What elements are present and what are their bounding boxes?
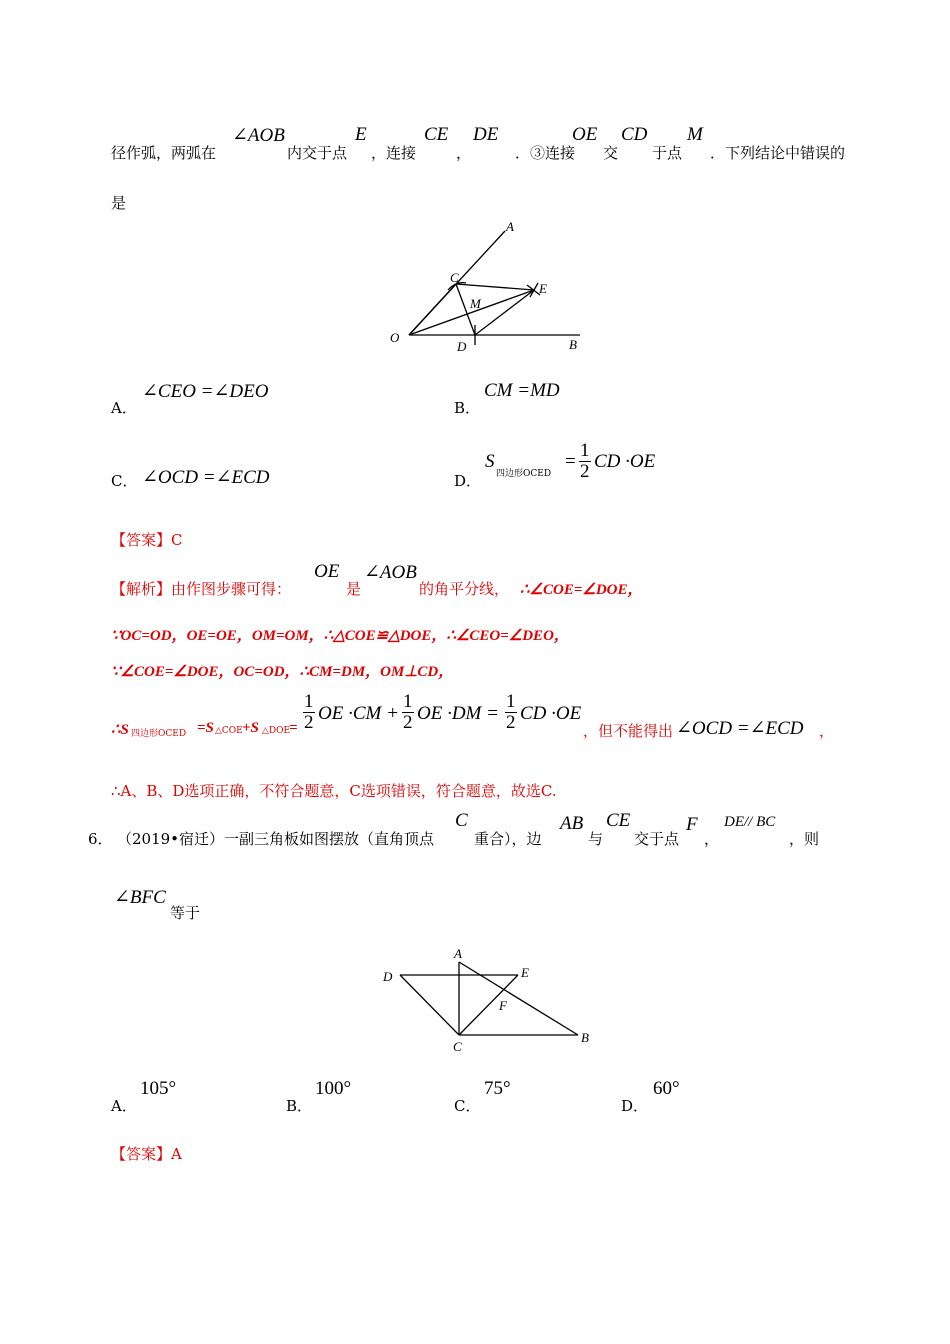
stem-text: 径作弧，两弧在: [111, 144, 217, 162]
question-number: 6．: [88, 830, 113, 848]
math-var: OE: [572, 124, 598, 145]
label-B: B: [581, 1030, 589, 1045]
label-E: E: [521, 965, 529, 980]
option-c-label: C．: [111, 472, 138, 490]
angle-bisector-figure: [380, 215, 600, 360]
triangle-boards-figure: [375, 940, 600, 1060]
label-C: C: [453, 1039, 462, 1054]
analysis-text: ∴∠COE=∠DOE，: [520, 582, 643, 598]
option-b-value: 100°: [315, 1078, 352, 1099]
area-symbol: S: [485, 451, 495, 472]
math-var: DE: [473, 124, 499, 145]
fraction-half: [402, 692, 414, 733]
label-C: C: [450, 270, 459, 285]
option-c-label: C．: [454, 1097, 481, 1115]
stem-text: ，: [456, 144, 472, 162]
equals-sign: =: [565, 451, 576, 472]
denominator: 2: [304, 712, 314, 733]
math-var: CE: [606, 810, 631, 831]
option-d-rest: CD ·OE: [594, 451, 656, 472]
label-E: E: [539, 281, 547, 296]
stem-text: ．下列结论中错误的: [710, 144, 846, 162]
fraction-half: [579, 441, 591, 482]
label-A: A: [454, 946, 462, 961]
option-c-value: 75°: [484, 1078, 511, 1099]
label-D: D: [457, 339, 467, 354]
math-expr: CD ·OE: [520, 703, 582, 724]
stem-text: 与: [588, 830, 604, 848]
stem-text: ，则: [789, 830, 820, 848]
analysis-text: 【解析】由作图步骤可得：: [111, 580, 292, 598]
math-var: OE: [314, 561, 340, 582]
option-c-expr: ∠OCD =∠ECD: [142, 467, 270, 488]
stem-text: 交: [603, 144, 619, 162]
analysis-line3: ∵∠COE=∠DOE，OC=OD，∴CM=DM，OM⊥CD，: [111, 664, 454, 680]
math-angle: ∠BFC: [114, 887, 166, 908]
option-d-label: D．: [621, 1097, 649, 1115]
denominator: 2: [506, 712, 516, 733]
analysis-text: ，但不能得出: [583, 722, 674, 740]
analysis-line2: ∵OC=OD，OE=OE，OM=OM，∴△COE≌△DOE，∴∠CEO=∠DEO，: [111, 628, 569, 644]
stem-text: 重合），边: [474, 830, 542, 848]
label-F: F: [499, 998, 507, 1013]
option-d-label: D．: [454, 472, 482, 490]
analysis-subscript: 四边形OCED: [131, 729, 187, 739]
option-b-label: B．: [286, 1097, 313, 1115]
analysis-text: ，: [819, 722, 835, 740]
math-expr: OE ·CM +: [318, 703, 399, 724]
area-subscript: 四边形OCED: [496, 469, 552, 479]
denominator: 2: [403, 712, 413, 733]
fraction-half: [303, 692, 315, 733]
denominator: 2: [580, 461, 590, 482]
analysis-subscript: △COE: [215, 726, 243, 736]
analysis-text: +S: [242, 720, 259, 736]
option-a-value: 105°: [140, 1078, 177, 1099]
stem-text: ．③连接: [515, 144, 576, 162]
option-b-expr: CM =MD: [484, 380, 560, 401]
stem-text: 是: [111, 194, 127, 212]
stem-text: 等于: [170, 904, 201, 922]
math-angle: ∠OCD =∠ECD: [676, 718, 804, 739]
stem-text: 于点: [652, 144, 683, 162]
label-D: D: [383, 969, 393, 984]
fraction-half: [505, 692, 517, 733]
option-b-label: B．: [454, 399, 481, 417]
label-M: M: [470, 296, 481, 311]
option-a-label: A．: [111, 1097, 137, 1115]
numerator: 1: [304, 691, 314, 712]
answer-q5: 【答案】C: [111, 531, 183, 549]
label-A: A: [506, 219, 514, 234]
math-var: AB: [560, 813, 584, 834]
analysis-text: =: [289, 720, 298, 736]
label-B: B: [569, 337, 577, 352]
option-a-label: A．: [111, 399, 137, 417]
numerator: 1: [580, 440, 590, 461]
math-angle: ∠AOB: [232, 125, 285, 146]
stem-text: 交于点: [634, 830, 680, 848]
option-d-value: 60°: [653, 1078, 680, 1099]
label-O: O: [390, 330, 400, 345]
analysis-line5: ∴A、B、D选项正确，不符合题意，C选项错误，符合题意，故选C.: [111, 782, 557, 800]
option-a-expr: ∠CEO =∠DEO: [142, 381, 269, 402]
stem-text: ，连接: [371, 144, 417, 162]
analysis-line4: [111, 690, 835, 740]
stem-text: （2019•宿迁）一副三角板如图摆放（直角顶点: [117, 830, 435, 848]
analysis-subscript: △DOE: [262, 726, 291, 736]
math-var: CE: [424, 124, 449, 145]
math-var: C: [455, 810, 468, 831]
numerator: 1: [403, 691, 413, 712]
answer-q6: 【答案】A: [111, 1145, 182, 1163]
analysis-text: 的角平分线，: [419, 580, 510, 598]
math-expr: OE ·DM =: [417, 703, 499, 724]
math-var: E: [355, 124, 367, 145]
numerator: 1: [506, 691, 516, 712]
math-var: F: [686, 814, 698, 835]
math-var: CD: [621, 124, 648, 145]
math-angle: ∠AOB: [364, 562, 417, 583]
analysis-text: 是: [346, 580, 362, 598]
stem-text: 内交于点: [287, 144, 348, 162]
analysis-text: ∴S: [111, 722, 129, 738]
math-var: M: [687, 124, 703, 145]
analysis-text: =S: [197, 720, 214, 736]
math-parallel: DE// BC: [724, 814, 776, 830]
stem-text: ，: [704, 830, 720, 848]
